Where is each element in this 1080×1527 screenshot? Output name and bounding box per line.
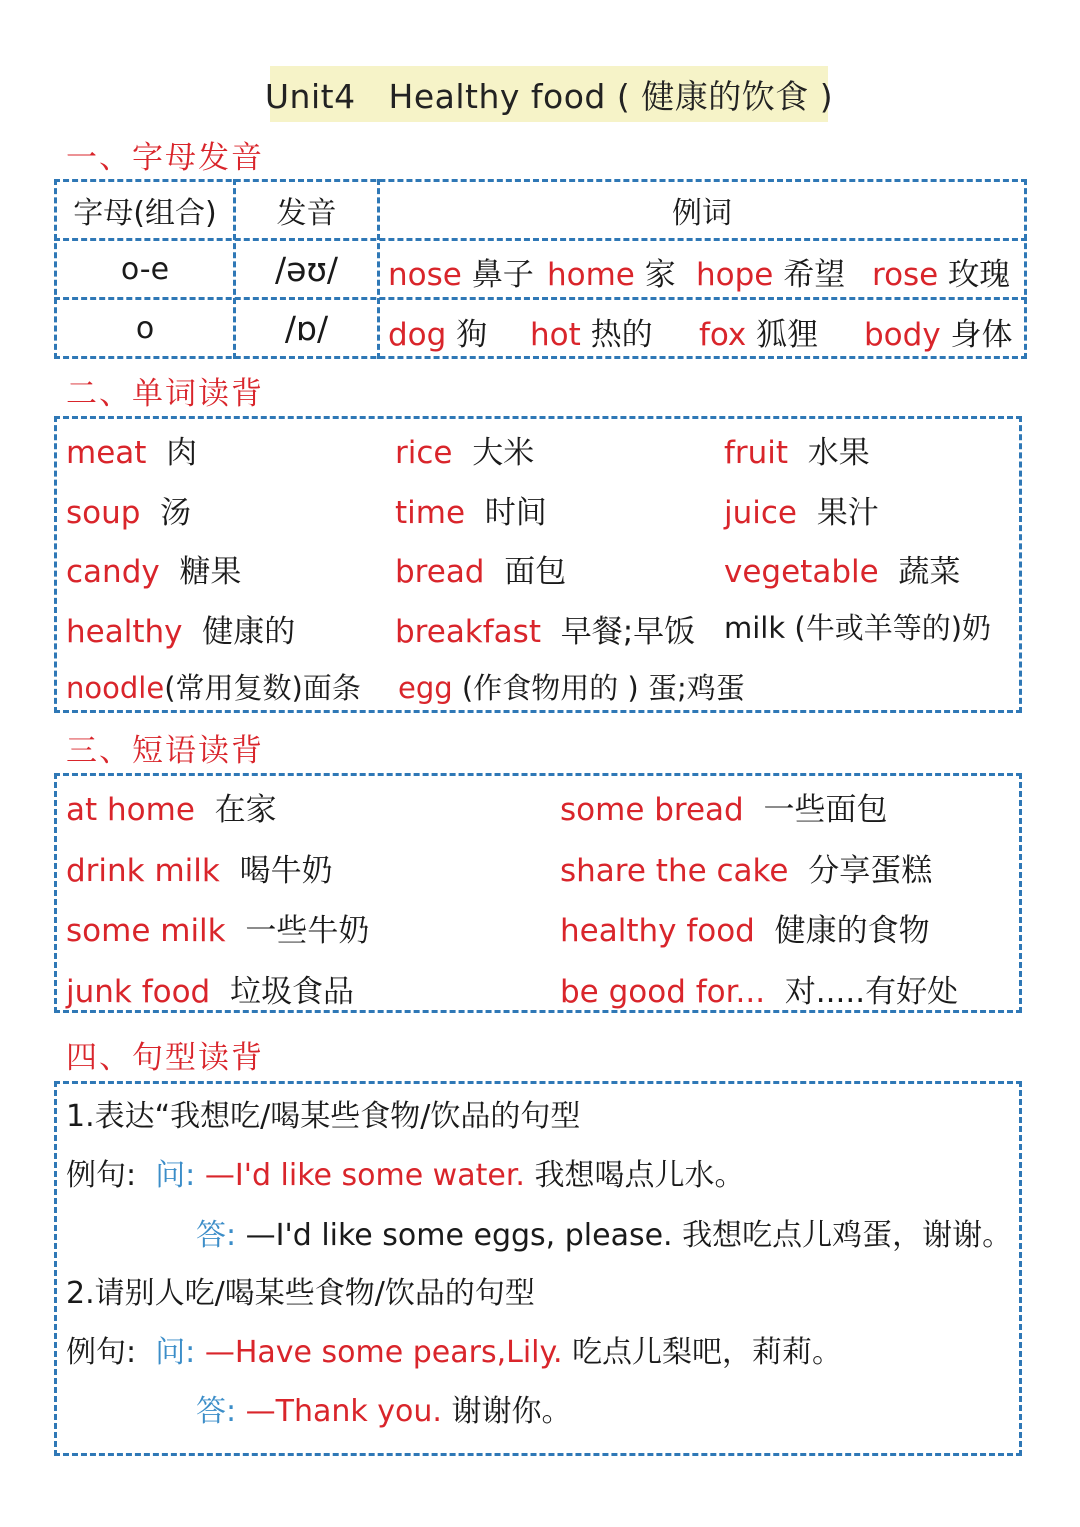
section-title-words: 二、单词读背: [66, 376, 264, 412]
example-word: nose 鼻子: [388, 257, 534, 293]
word-item: meat 肉: [66, 435, 198, 471]
section-title-sentences: 四、句型读背: [66, 1040, 264, 1076]
pattern-title: 2.请别人吃/喝某些食物/饮品的句型: [66, 1276, 535, 1311]
word-item: candy 糖果: [66, 554, 242, 590]
word-item: rice 大米: [395, 435, 535, 471]
phonics-sound: /əʊ/: [275, 249, 338, 289]
header-sound: 发音: [276, 195, 337, 231]
phrase-item: at home 在家: [66, 792, 277, 828]
example-sentence-question: 例句: 问: —I'd like some water. 我想喝点儿水。: [66, 1158, 745, 1193]
word-item: time 时间: [395, 495, 547, 531]
phrase-item: some bread 一些面包: [560, 792, 888, 828]
phonics-letters: o-e: [120, 251, 170, 287]
word-item: vegetable 蔬菜: [724, 554, 961, 590]
word-item: healthy 健康的: [66, 614, 296, 650]
example-word: fox 狐狸: [699, 317, 819, 353]
word-item: egg (作食物用的 ) 蛋;鸡蛋: [398, 671, 745, 705]
example-word: dog 狗: [388, 317, 488, 353]
phrase-item: some milk 一些牛奶: [66, 913, 370, 949]
example-sentence-question: 例句: 问: —Have some pears,Lily. 吃点儿梨吧，莉莉。: [66, 1335, 843, 1370]
word-item: noodle(常用复数)面条: [66, 671, 361, 705]
word-item: juice 果汁: [724, 495, 879, 531]
word-item: fruit 水果: [724, 435, 870, 471]
pattern-title: 1.表达“我想吃/喝某些食物/饮品的句型: [66, 1099, 581, 1134]
word-item: milk (牛或羊等的)奶: [724, 611, 992, 645]
header-examples: 例词: [672, 195, 732, 231]
example-word: hot 热的: [530, 317, 653, 353]
example-word: body 身体: [864, 317, 1013, 353]
section-title-phrases: 三、短语读背: [66, 733, 264, 769]
phrase-item: share the cake 分享蛋糕: [560, 853, 933, 889]
phrase-item: healthy food 健康的食物: [560, 913, 930, 949]
section-title-phonics: 一、字母发音: [66, 140, 264, 176]
word-item: soup 汤: [66, 495, 192, 531]
phonics-sound: /ɒ/: [284, 309, 329, 348]
phrase-item: be good for... 对.....有好处: [560, 974, 959, 1010]
phrase-item: junk food 垃圾食品: [66, 974, 354, 1010]
phonics-letters: o: [135, 311, 155, 346]
example-word: rose 玫瑰: [872, 257, 1011, 293]
example-word: hope 希望: [696, 257, 846, 293]
example-sentence-answer: 答: —Thank you. 谢谢你。: [196, 1394, 572, 1429]
header-letters: 字母(组合): [73, 195, 217, 231]
word-item: breakfast 早餐;早饭: [395, 614, 696, 650]
example-sentence-answer: 答: —I'd like some eggs, please. 我想吃点儿鸡蛋，谢谢。: [196, 1218, 1013, 1253]
word-item: bread 面包: [395, 554, 567, 590]
example-word: home 家: [547, 257, 676, 293]
phrase-item: drink milk 喝牛奶: [66, 853, 333, 889]
page-title: Unit4 Healthy food ( 健康的饮食 ): [270, 66, 828, 122]
